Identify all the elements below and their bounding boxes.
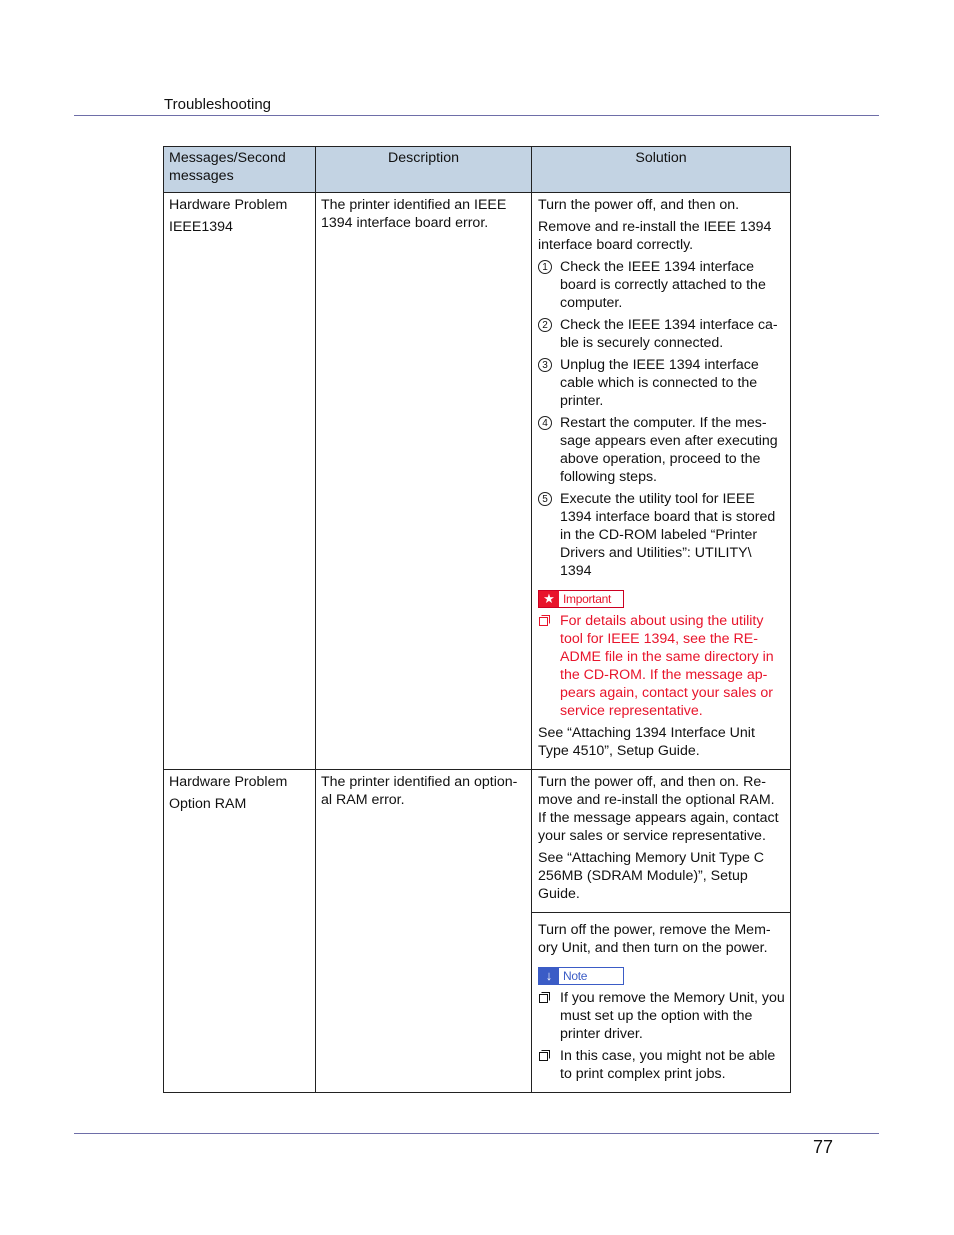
checkbox-icon	[539, 992, 550, 1003]
description-cell: The printer identified an IEEE 1394 interface board error.	[316, 193, 532, 770]
solution-text: Turn off the power, remove the Mem-ory Unit, and then turn on the power.	[538, 922, 771, 956]
message-title: Hardware Problem	[169, 197, 288, 213]
solution-cell	[532, 193, 791, 770]
table-row	[164, 770, 791, 913]
step-item: 4 Restart the computer. If the mes-sage appears even after executing above operation, proceed to the following steps.	[538, 414, 785, 486]
circled-number-icon: 2	[538, 318, 552, 332]
solution-text: Turn the power off, and then on. Re-move and re-install the optional RAM. If the message appears again, contact your sales or service representative.	[538, 774, 779, 844]
step-item: 3 Unplug the IEEE 1394 interface cable which is connected to the printer.	[538, 356, 785, 410]
troubleshooting-table	[163, 146, 791, 1093]
circled-number-icon: 4	[538, 416, 552, 430]
running-header: Troubleshooting	[164, 96, 272, 113]
note-item: If you remove the Memory Unit, you must set up the option with the printer driver.	[538, 989, 785, 1043]
step-item: 5 Execute the utility tool for IEEE 1394 interface board that is stored in the CD-ROM labeled “Printer Drivers and Utilities”: UTILITY\ 1394	[538, 490, 785, 580]
header-description: Description	[316, 147, 532, 193]
solution-text: Remove and re-install the IEEE 1394 interface board correctly.	[538, 219, 772, 253]
solution-text: Turn the power off, and then on.	[538, 197, 740, 213]
solution-cell	[532, 770, 791, 913]
table-row	[164, 193, 791, 770]
solution-cell	[532, 913, 791, 1093]
table-header-row	[164, 147, 791, 193]
description-cell: The printer identified an option-al RAM error.	[316, 770, 532, 1093]
footer-rule	[74, 1133, 879, 1134]
arrow-down-icon: ↓	[539, 968, 559, 984]
important-badge: ★ Important	[538, 590, 624, 608]
note-badge: ↓ Note	[538, 967, 624, 985]
circled-number-icon: 3	[538, 358, 552, 372]
message-cell	[164, 770, 316, 1093]
header-solution: Solution	[532, 147, 791, 193]
circled-number-icon: 5	[538, 492, 552, 506]
note-item: In this case, you might not be able to print complex print jobs.	[538, 1047, 785, 1083]
header-rule	[74, 115, 879, 116]
header-messages: Messages/Second messages	[164, 147, 316, 193]
message-cell	[164, 193, 316, 770]
checkbox-icon	[539, 1050, 550, 1061]
see-also: See “Attaching 1394 Interface Unit Type 4510”, Setup Guide.	[538, 725, 755, 759]
message-sub: Option RAM	[169, 796, 247, 812]
step-item: 2 Check the IEEE 1394 interface ca-ble is securely connected.	[538, 316, 785, 352]
checkbox-icon	[539, 615, 550, 626]
important-item: For details about using the utility tool for IEEE 1394, see the RE-ADME file in the same directory in the CD-ROM. If the message ap-pears again, contact your sales or service representative.	[538, 612, 785, 720]
page-number: 77	[813, 1137, 834, 1157]
solution-text: See “Attaching Memory Unit Type C 256MB (SDRAM Module)”, Setup Guide.	[538, 850, 765, 902]
star-icon: ★	[539, 591, 559, 607]
step-item: 1 Check the IEEE 1394 interface board is correctly attached to the computer.	[538, 258, 785, 312]
circled-number-icon: 1	[538, 260, 552, 274]
message-title: Hardware Problem	[169, 774, 288, 790]
message-sub: IEEE1394	[169, 219, 233, 235]
